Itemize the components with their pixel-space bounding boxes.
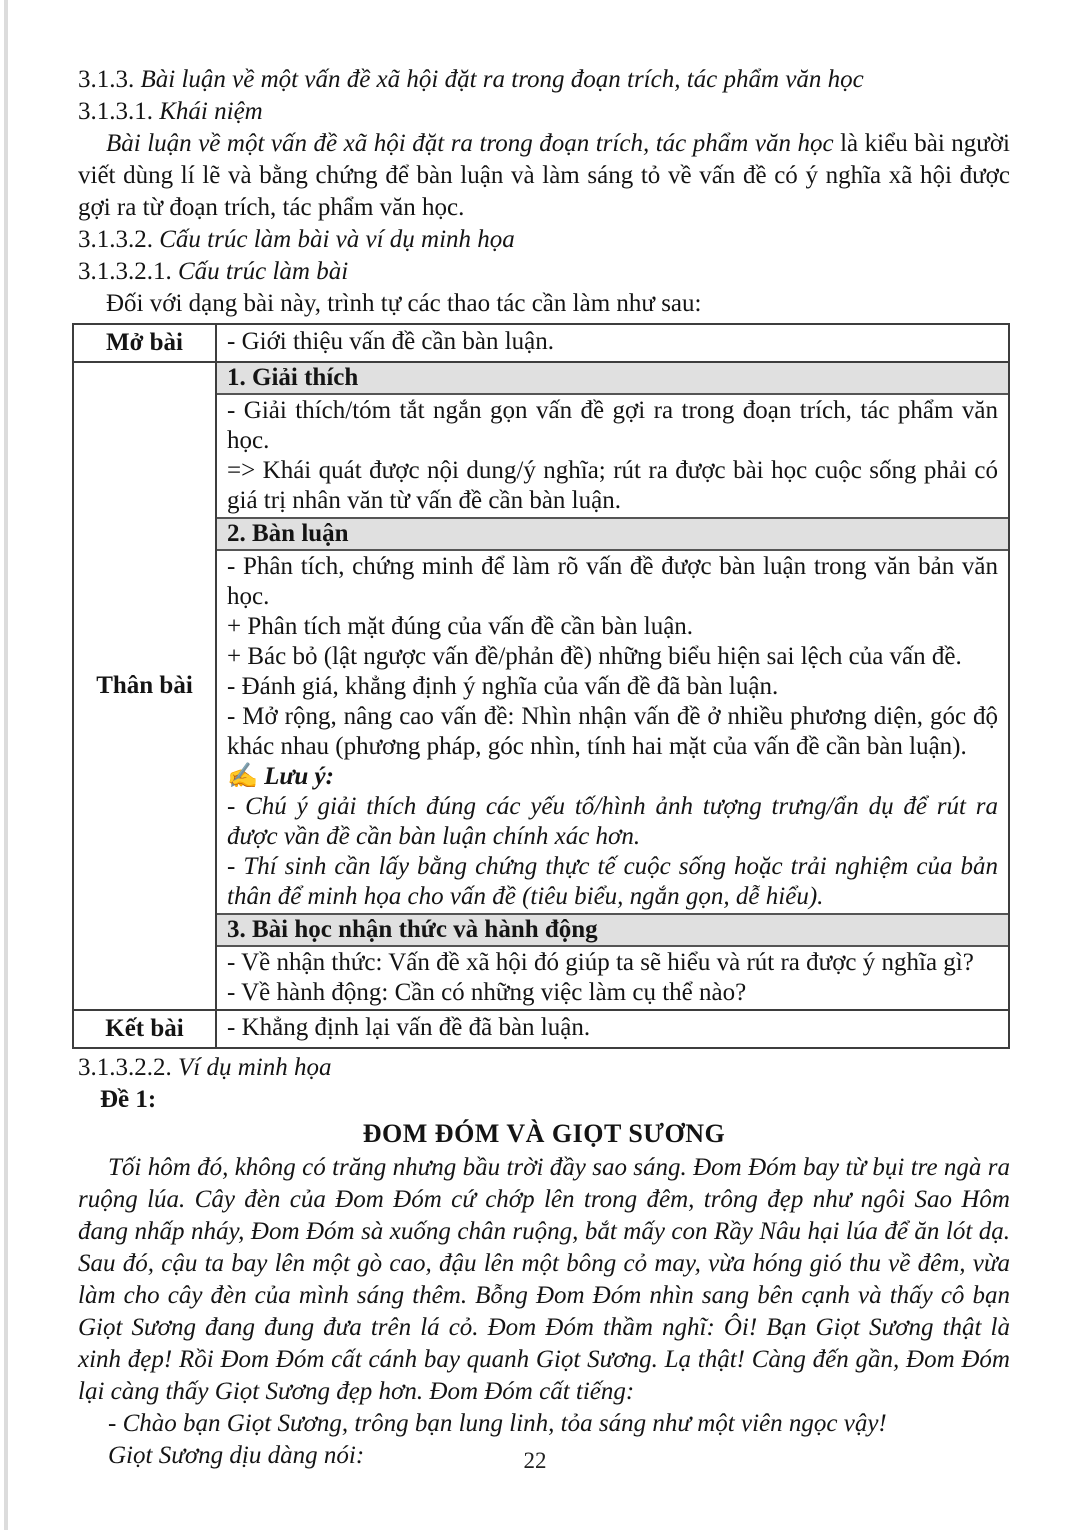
table-line: - Phân tích, chứng minh để làm rõ vấn đề được bàn luận trong văn bản văn học. (227, 553, 998, 610)
table-line: - Giải thích/tóm tắt ngắn gọn vấn đề gợi ra trong đoạn trích, tác phẩm văn học. (227, 397, 998, 454)
table-line: - Về nhận thức: Vấn đề xã hội đó giúp ta sẽ hiểu và rút ra được ý nghĩa gì? (227, 949, 974, 976)
section-header-ban-luan: 2. Bàn luận (217, 517, 1008, 551)
heading-3-1-3-1 (78, 96, 1010, 128)
mo-bai-text: - Giới thiệu vấn đề cần bàn luận. (227, 328, 555, 355)
table-line: - Về hành động: Cần có những việc làm cụ thể nào? (227, 979, 747, 1006)
heading-number: 3.1.3.2. (78, 226, 153, 253)
row-label-than-bai: Thân bài (74, 363, 217, 1009)
table-intro: Đối với dạng bài này, trình tự các thao tác cần làm như sau: (106, 290, 702, 317)
table-line: => Khái quát được nội dung/ý nghĩa; rút ra được bài học cuộc sống phải có giá trị nhân văn từ vấn đề cần bàn luận. (227, 457, 998, 514)
note-line: - Chú ý giải thích đúng các yếu tố/hình ảnh tượng trưng/ẩn dụ để rút ra được vần đề cần bàn luận chính xác hơn. (227, 793, 998, 850)
table-line: + Bác bỏ (lật ngược vấn đề/phản đề) những biểu hiện sai lệch của vấn đề. (227, 643, 962, 670)
table-line: - Mở rộng, nâng cao vấn đề: Nhìn nhận vấn đề ở nhiều phương diện, góc độ khác nhau (phương pháp, góc nhìn, tính hai mặt của vấn đề cần bàn luận). (227, 703, 998, 760)
page-number: 22 (523, 1448, 547, 1473)
story-title: ĐOM ĐÓM VÀ GIỌT SƯƠNG (362, 1119, 726, 1148)
document-page (78, 64, 1010, 1472)
note-heading (227, 762, 998, 792)
table-row-mo-bai (74, 325, 1008, 361)
heading-3-1-3 (78, 64, 1010, 96)
page-edge (4, 0, 8, 1530)
section-header-bai-hoc: 3. Bài học nhận thức và hành động (217, 913, 1008, 947)
table-line: - Đánh giá, khẳng định ý nghĩa của vấn đề đã bàn luận. (227, 673, 779, 700)
heading-number: 3.1.3. (78, 66, 135, 93)
heading-3-1-3-2 (78, 224, 1010, 256)
table-row-ket-bai (74, 1009, 1008, 1047)
heading-number: 3.1.3.2.2. (78, 1054, 172, 1081)
heading-3-1-3-2-1 (78, 256, 1010, 288)
table-line: + Phân tích mặt đúng của vấn đề cần bàn luận. (227, 613, 694, 640)
section-header-giai-thich: 1. Giải thích (217, 363, 1008, 395)
row-label-mo-bai: Mở bài (74, 325, 217, 361)
heading-number: 3.1.3.2.1. (78, 258, 172, 285)
concept-term: Bài luận về một vấn đề xã hội đặt ra trong đoạn trích, tác phẩm văn học (106, 130, 834, 157)
heading-title: Ví dụ minh họa (178, 1054, 332, 1081)
heading-title: Khái niệm (159, 98, 263, 125)
story-paragraph: Giọt Sương dịu dàng nói: (108, 1442, 365, 1469)
heading-title: Cấu trúc làm bài (178, 258, 349, 285)
concept-definition: là kiểu bài người viết dùng lí lẽ và bằng chứng để bàn luận và làm sáng tỏ về vấn đề có ý nghĩa xã hội được gợi ra từ đoạn trích, tác phẩm văn học. (78, 130, 1010, 221)
structure-table (72, 323, 1010, 1049)
story-text (78, 1152, 1010, 1472)
row-label-ket-bai: Kết bài (74, 1011, 217, 1047)
story-dialogue: - Chào bạn Giọt Sương, trông bạn lung linh, tỏa sáng như một viên ngọc vậy! (108, 1410, 887, 1437)
heading-number: 3.1.3.1. (78, 98, 153, 125)
section-body-ban-luan (217, 551, 1008, 913)
note-label: Lưu ý: (264, 763, 334, 790)
heading-title: Bài luận về một vấn đề xã hội đặt ra trong đoạn trích, tác phẩm văn học (140, 66, 864, 93)
heading-title: Cấu trúc làm bài và ví dụ minh họa (159, 226, 515, 253)
ket-bai-text: - Khẳng định lại vấn đề đã bàn luận. (227, 1014, 591, 1041)
note-line: - Thí sinh cần lấy bằng chứng thực tế cuộc sống hoặc trải nghiệm của bản thân để minh họa cho vấn đề (tiêu biểu, ngắn gọn, dễ hiểu). (227, 853, 998, 910)
writing-hand-icon: ✍ (227, 763, 259, 790)
heading-3-1-3-2-2 (78, 1052, 1010, 1084)
table-row-than-bai (74, 361, 1008, 1009)
concept-paragraph (78, 128, 1010, 224)
story-paragraph: Tối hôm đó, không có trăng nhưng bầu trời đầy sao sáng. Đom Đóm bay từ bụi tre ngà ra ruộng lúa. Cây đèn của Đom Đóm cứ chớp lên trong đêm, trông đẹp như ngôi Sao Hôm đang nhấp nháy, Đom Đóm sà xuống chân ruộng, bắt mấy con Rầy Nâu hại lúa để ăn lót dạ. Sau đó, cậu ta bay lên một gò cao, đậu lên một bông cỏ may, vừa hóng gió thu về đêm, vừa làm cho cây đèn của mình sáng thêm. Bỗng Đom Đóm nhìn sang bên cạnh và thấy cô bạn Giọt Sương đang đung đưa trên lá cỏ. Đom Đóm thầm nghĩ: Ôi! Bạn Giọt Sương thật là xinh đẹp! Rồi Đom Đóm cất cánh bay quanh Giọt Sương. Lạ thật! Càng đến gần, Đom Đóm lại càng thấy Giọt Sương đẹp hơn. Đom Đóm cất tiếng: (78, 1154, 1010, 1405)
section-body-bai-hoc (217, 947, 1008, 1009)
exercise-label: Đề 1: (100, 1086, 157, 1113)
section-body-giai-thich (217, 395, 1008, 517)
